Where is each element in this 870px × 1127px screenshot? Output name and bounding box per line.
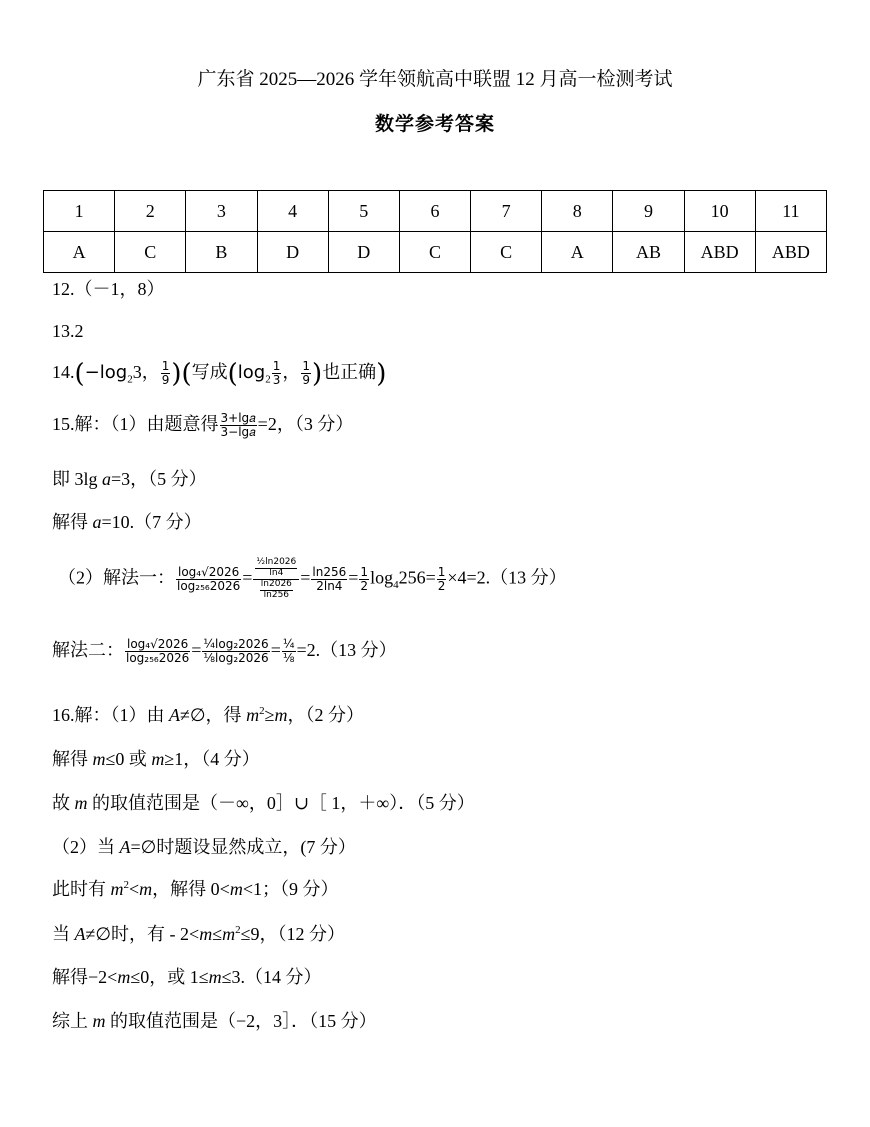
answer-15-line-3 (52, 513, 202, 531)
text: 也正确 (322, 361, 377, 382)
table-cell: 9 (613, 191, 684, 232)
table-cell: 4 (257, 191, 328, 232)
fraction (437, 566, 447, 593)
text: ≥ (264, 705, 275, 725)
superscript: 2 (123, 879, 129, 891)
fraction (202, 638, 269, 665)
denominator (253, 580, 299, 601)
numerator: ln2026 (260, 578, 292, 589)
text: ×4=2.（13 分） (447, 567, 567, 588)
table-cell: 8 (542, 191, 613, 232)
superscript: 2 (259, 705, 265, 717)
numerator: 1 (437, 564, 446, 579)
paren: ) (376, 358, 387, 389)
variable: m (208, 967, 222, 987)
denominator: 9 (161, 373, 170, 388)
table-cell: 2 (115, 191, 186, 232)
document-subtitle: 数学参考答案 (374, 113, 495, 135)
numerator: log₄√2026 (126, 637, 189, 651)
table-cell: 10 (684, 191, 755, 232)
denominator: 2ln4 (316, 578, 343, 593)
answer-16-line-6 (52, 925, 345, 943)
table-cell: D (257, 232, 328, 273)
text: 的取值范围是（−2，3］．（15 分） (105, 1011, 377, 1031)
text: 当 (52, 924, 75, 944)
table-cell: ABD (755, 232, 826, 273)
denominator: log₂₅₆2026 (177, 578, 241, 593)
text: < (129, 879, 140, 899)
table-cell: C (115, 232, 186, 273)
text: =2，（3 分） (257, 413, 354, 434)
numerator: ½ln2026 (256, 557, 297, 567)
table-cell: 6 (399, 191, 470, 232)
variable: A (119, 837, 131, 857)
text: 256= (398, 567, 436, 588)
table-cell: A (44, 232, 115, 273)
variable: m (92, 749, 106, 769)
math-text: 3， (132, 361, 160, 382)
variable: m (222, 924, 236, 944)
numerator: log₄√2026 (177, 564, 240, 579)
denominator: 3−lg𝑎 (220, 425, 256, 440)
denominator: 2 (437, 578, 446, 593)
subscript: 2 (127, 373, 133, 386)
text: ≠∅时，有 - 2< (85, 924, 200, 944)
numerator: 1 (302, 359, 311, 373)
answer-14 (52, 360, 386, 387)
text: = (270, 639, 281, 660)
fraction (311, 566, 347, 593)
answer-15-line-2 (52, 470, 207, 488)
text: <1；（9 分） (242, 879, 339, 899)
answer-13: 13.2 (52, 321, 84, 341)
text: = (191, 639, 202, 660)
paren: ( (181, 358, 192, 389)
fraction (176, 566, 241, 593)
text: ≤ (212, 924, 223, 944)
text: （2）解法一： (58, 567, 175, 588)
text: ≠∅，得 (180, 705, 247, 725)
fraction (125, 638, 190, 665)
variable: m (246, 705, 260, 725)
fraction (260, 580, 293, 601)
answer-16-line-1 (52, 706, 364, 724)
text: 解得 (52, 512, 93, 532)
variable: a (92, 512, 102, 532)
paren: ( (74, 358, 85, 389)
variable: m (151, 749, 165, 769)
text: 15.解：（1）由题意得 (52, 413, 219, 434)
answer-16-line-2 (52, 750, 260, 768)
variable: m (74, 793, 88, 813)
math-text: −log (84, 361, 128, 383)
table-cell: 5 (328, 191, 399, 232)
table-cell: C (471, 232, 542, 273)
table-cell: 1 (44, 191, 115, 232)
text: 写成 (191, 361, 228, 382)
fraction (282, 638, 296, 665)
denominator: 9 (302, 373, 311, 388)
text: = (300, 567, 311, 588)
answer-16-line-5 (52, 880, 338, 898)
answer-table-number-row (44, 191, 827, 232)
text: ≤3.（14 分） (221, 967, 322, 987)
answer-16-line-8 (52, 1012, 377, 1030)
text: 此时有 (52, 879, 111, 899)
text: （2）当 (52, 837, 120, 857)
denominator: ln4 (269, 567, 284, 578)
text: = (242, 567, 253, 588)
paren: ( (227, 358, 238, 389)
variable: a (102, 469, 112, 489)
text: ≤9，（12 分） (240, 924, 345, 944)
numerator: ¼ (282, 637, 295, 651)
variable: m (229, 879, 243, 899)
variable: m (274, 705, 288, 725)
text: =3，（5 分） (111, 469, 207, 489)
q14-number: 14. (52, 361, 75, 382)
text: log (370, 567, 394, 588)
superscript: 2 (235, 924, 241, 936)
answer-12: 12.（－1，8） (52, 279, 165, 299)
text: 解得−2< (52, 967, 118, 987)
numerator (253, 558, 299, 580)
subscript: 4 (393, 579, 399, 591)
text: 的取值范围是（－∞，0］∪［ 1，＋∞）．（5 分） (87, 793, 475, 813)
answer-16-line-7 (52, 968, 321, 986)
variable: A (169, 705, 180, 725)
denominator: 3 (272, 373, 281, 388)
paren: ) (171, 358, 182, 389)
variable: m (110, 879, 124, 899)
text: =∅时题设显然成立，(7 分） (130, 837, 356, 857)
numerator: 1 (360, 564, 369, 579)
numerator: 1 (272, 359, 281, 373)
fraction (161, 360, 171, 387)
variable: m (117, 967, 131, 987)
text: ≤0 或 (105, 749, 152, 769)
table-cell: C (399, 232, 470, 273)
text: =10.（7 分） (101, 512, 202, 532)
variable: m (92, 1011, 106, 1031)
answer-15-method-2 (52, 638, 397, 665)
text: 即 3lg (52, 469, 103, 489)
variable: m (139, 879, 153, 899)
text: 解法二： (52, 639, 124, 660)
table-cell: 11 (755, 191, 826, 232)
text: 故 (52, 793, 75, 813)
answer-15-method-1 (58, 558, 567, 601)
text: ，解得 0< (152, 879, 230, 899)
text: 综上 (52, 1011, 93, 1031)
fraction (301, 360, 311, 387)
math-text: log (237, 361, 266, 383)
table-cell: AB (613, 232, 684, 273)
table-cell: A (542, 232, 613, 273)
variable: A (74, 924, 86, 944)
denominator: ⅛ (282, 651, 295, 666)
fraction (220, 412, 257, 439)
fraction (359, 566, 369, 593)
denominator: 2 (360, 578, 369, 593)
text: 解得 (52, 749, 93, 769)
numerator: ln256 (312, 564, 347, 579)
denominator: log₂₅₆2026 (126, 651, 190, 666)
text: =2.（13 分） (296, 639, 397, 660)
answer-table-answer-row (44, 232, 827, 273)
denominator: ln256 (263, 589, 290, 600)
table-cell: B (186, 232, 257, 273)
variable: m (199, 924, 213, 944)
text: 16.解：（1）由 (52, 705, 169, 725)
answer-16-line-3 (52, 794, 475, 812)
fraction (272, 360, 282, 387)
text: ，（2 分） (287, 705, 364, 725)
subscript: 2 (265, 373, 271, 386)
table-cell: ABD (684, 232, 755, 273)
denominator: ⅛log₂2026 (203, 651, 269, 666)
numerator: ¼log₂2026 (203, 637, 269, 651)
table-cell: 7 (471, 191, 542, 232)
fraction (255, 558, 297, 579)
text: = (348, 567, 359, 588)
answer-16-line-4 (52, 838, 356, 856)
numerator: 3+lg𝑎 (220, 411, 256, 425)
numerator: 1 (161, 359, 170, 373)
table-cell: D (328, 232, 399, 273)
paren: ) (312, 358, 323, 389)
answer-15-line-1 (52, 412, 353, 439)
math-text: ， (282, 361, 301, 382)
answer-table (43, 190, 827, 273)
compound-fraction (253, 558, 299, 601)
document-title: 广东省 2025—2026 学年领航高中联盟 12 月高一检测考试 (197, 69, 673, 90)
table-cell: 3 (186, 191, 257, 232)
text: ≤0，或 1≤ (130, 967, 209, 987)
text: ≥1，（4 分） (164, 749, 260, 769)
